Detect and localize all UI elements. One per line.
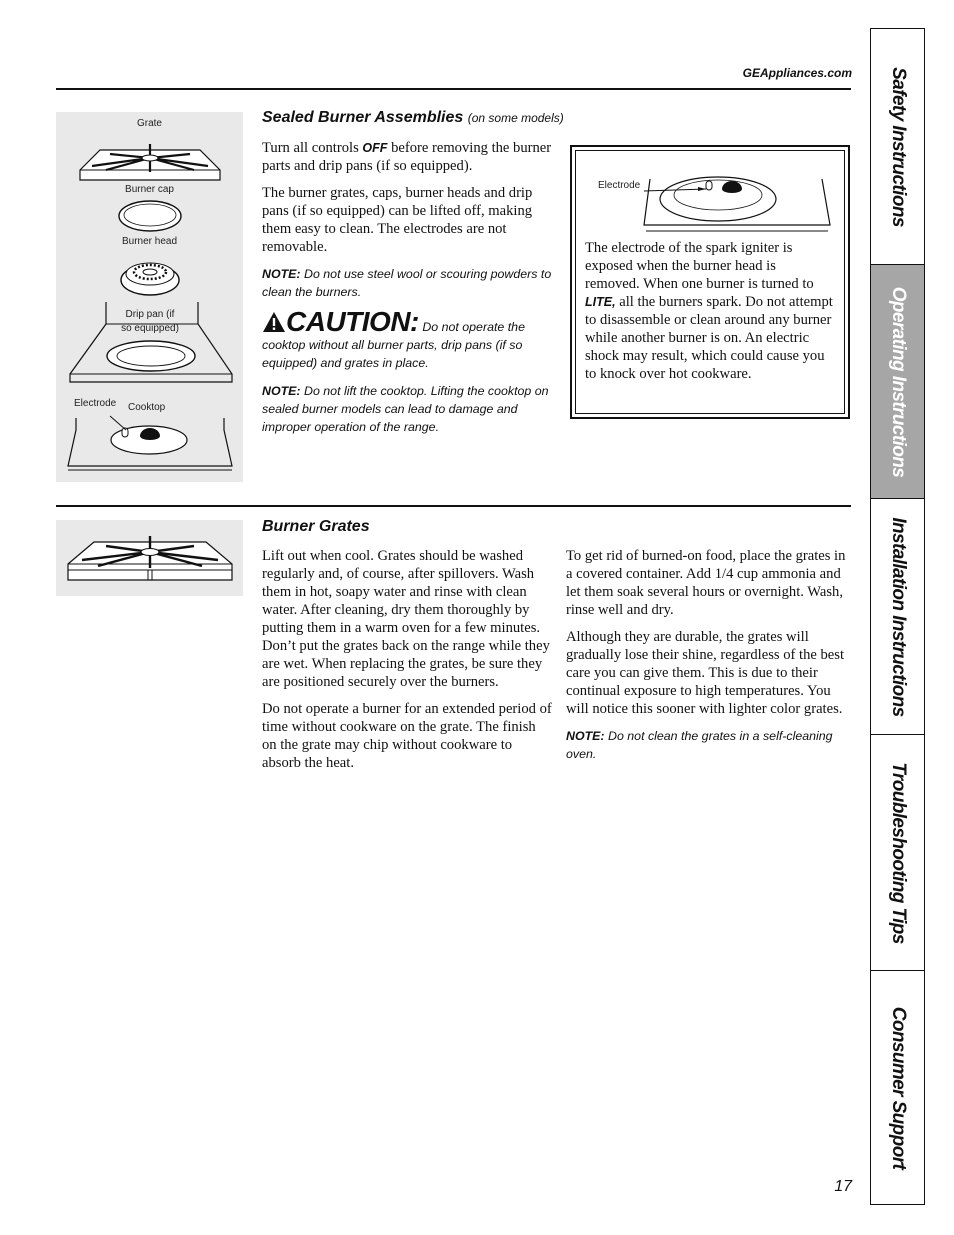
- keyword-lite: LITE,: [585, 295, 616, 309]
- tab-safety-instructions[interactable]: [871, 29, 924, 265]
- paragraph-burned-on-food: To get rid of burned-on food, place the grates in a covered container. Add 1/4 cup ammonia and let them soak several hours or overnight. Wash, rinse well and dry.: [566, 548, 846, 618]
- note-label: NOTE:: [262, 384, 301, 398]
- drip-pan-label-line1: Drip pan (if: [125, 309, 175, 320]
- paragraph-turn-off-a: Turn all controls: [262, 140, 359, 156]
- burner-head-label: Burner head: [121, 236, 178, 247]
- section-title-burner-grates: Burner Grates: [262, 518, 370, 535]
- tab-installation-instructions[interactable]: [871, 499, 924, 735]
- burner-cap-illustration: [116, 198, 184, 234]
- grate-illustration: [70, 132, 230, 188]
- burner-grate-illustration: [64, 530, 236, 586]
- paragraph-turn-off-b: before removing the burner parts and drip pans (if so equipped).: [262, 140, 552, 174]
- tab-consumer-support[interactable]: [871, 971, 924, 1205]
- site-url[interactable]: GEAppliances.com: [742, 66, 852, 80]
- header-rule: [56, 88, 851, 90]
- electrode-warning-box: [570, 145, 850, 419]
- caution-word: CAUTION:: [286, 306, 419, 337]
- section1-body: [262, 139, 552, 446]
- paragraph-durable: Although they are durable, the grates will gradually lose their shine, regardless of the best care you can give them. This is due to their continual exposure to high temperatures. You will notice this sooner with lighter color grates.: [566, 629, 845, 717]
- burner-cap-label: Burner cap: [125, 184, 174, 195]
- drip-pan-illustration: [66, 298, 236, 390]
- tab-label: Installation Instructions: [887, 516, 909, 717]
- tab-label: Consumer Support: [887, 1006, 909, 1170]
- burner-parts-figure: [56, 112, 243, 482]
- cooktop-label: Cooktop: [128, 402, 166, 413]
- section2-column1: [262, 547, 552, 781]
- tab-operating-instructions[interactable]: [871, 265, 924, 499]
- electrode-warning-text: [585, 239, 833, 383]
- section2-column2: [566, 547, 848, 773]
- side-tab-nav: [870, 28, 925, 1205]
- section-title-text: Sealed Burner Assemblies: [262, 109, 464, 126]
- section-title-sealed-burner: [262, 109, 572, 127]
- note-steel-wool: [262, 265, 552, 301]
- note-label: NOTE:: [262, 267, 301, 281]
- paragraph-lift-off: The burner grates, caps, burner heads and drip pans (if so equipped) can be lifted off, making them easy to clean. The electrodes are not removable.: [262, 185, 533, 255]
- section-divider: [56, 505, 851, 507]
- paragraph-do-not-operate: Do not operate a burner for an extended period of time without cookware on the grate. The finish on the grate may chip without cookware to absorb the heat.: [262, 701, 552, 771]
- tab-label: Troubleshooting Tips: [887, 761, 909, 944]
- note-self-cleaning: [566, 727, 848, 763]
- electrode-label: Electrode: [74, 398, 117, 409]
- paragraph-lift-out: Lift out when cool. Grates should be washed regularly and, of course, after spillovers. Wash them in hot, soapy water and rinse with clean water. After cleaning, dry them thoroughly by putting them in a warm oven for a few minutes. Don’t put the grates back on the range while they are wet. When replacing the grates, be sure they are positioned securely over the burners.: [262, 548, 550, 690]
- electrode-warning-text-b: all the burners spark. Do not attempt to disassemble or clean around any burner while another burner is on. An electric shock may result, which could cause you to knock over hot cookware.: [585, 294, 833, 382]
- tab-label: Operating Instructions: [887, 286, 909, 477]
- note-text: Do not use steel wool or scouring powders to clean the burners.: [262, 267, 552, 299]
- keyword-off: OFF: [362, 141, 388, 155]
- note-text: Do not lift the cooktop. Lifting the cooktop on sealed burner models can lead to damage and improper operation of the range.: [262, 384, 549, 434]
- caution-statement: [262, 306, 552, 372]
- note-label: NOTE:: [566, 729, 605, 743]
- tab-label: Safety Instructions: [887, 66, 909, 227]
- cooktop-illustration: [64, 412, 236, 474]
- section-title-note: (on some models): [467, 111, 564, 125]
- page-number: 17: [834, 1178, 852, 1195]
- tab-troubleshooting-tips[interactable]: [871, 735, 924, 971]
- burner-grate-figure: [56, 520, 243, 596]
- paragraph-turn-off: [262, 139, 552, 175]
- grate-label: Grate: [136, 118, 162, 129]
- note-lift-cooktop: [262, 382, 552, 436]
- note-text: Do not clean the grates in a self-cleaning oven.: [566, 729, 833, 761]
- electrode-label: Electrode: [598, 180, 641, 191]
- warning-triangle-icon: [262, 311, 286, 333]
- electrode-warning-text-a: The electrode of the spark igniter is exposed when the burner head is removed. When one burner is turned to: [585, 240, 814, 292]
- burner-head-illustration: [118, 250, 182, 300]
- caution-text: Do not operate the cooktop without all burner parts, drip pans (if so equipped) and grates in place.: [262, 320, 525, 370]
- drip-pan-label-line2: so equipped): [121, 323, 179, 334]
- electrode-illustration: [642, 157, 832, 235]
